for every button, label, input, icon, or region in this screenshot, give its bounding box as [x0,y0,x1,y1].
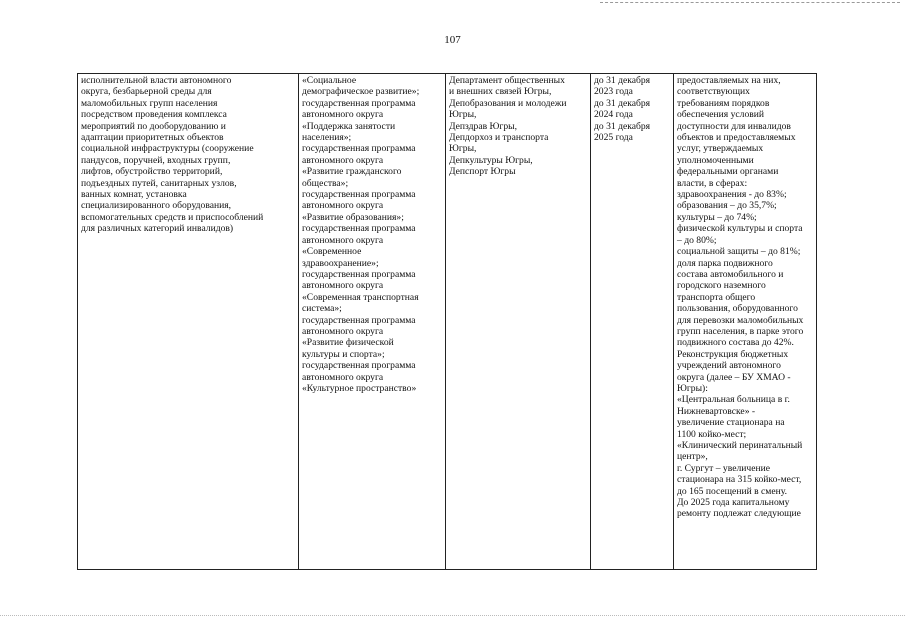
text-line: здравоохранения - до 83%; [677,189,787,201]
text-line: «Культурное пространство» [302,382,417,394]
executors-text [449,75,587,178]
expected-results-cell [674,74,817,570]
text-line: Департамент общественных [449,75,565,86]
text-line: государственная программа [302,314,416,326]
text-line: до 165 посещений в смену. [677,485,787,497]
text-line: государственная программа [302,189,416,201]
text-line: лифтов, обустройство территорий, [81,166,223,178]
executors-cell [446,74,591,570]
text-line: округа (далее – БУ ХМАО - [677,371,791,383]
text-line: доля парка подвижного [677,257,773,269]
text-line: демографическое развитие»; [302,86,420,98]
text-line: и внешних связей Югры, [449,86,552,98]
text-line: соответствующих [677,86,750,98]
text-line: обеспечения условий [677,109,765,121]
text-line: «Развитие гражданского [302,166,402,178]
page-number: 107 [444,34,461,46]
text-line: «Развитие образования»; [302,211,404,223]
text-line: автономного округа [302,325,384,337]
text-line: групп населения, в парке этого [677,325,804,337]
text-line: Депздрав Югры, [449,120,517,132]
text-line: подвижного состава до 42%. [677,337,794,349]
measures-table [77,73,817,570]
text-line: городского наземного [677,280,766,292]
text-line: пользования, оборудованного [677,303,798,315]
text-line: автономного округа [302,109,384,121]
text-line: «Современное [302,246,362,258]
table-row [78,74,817,570]
text-line: государственная программа [302,268,416,280]
text-line: ванных комнат, установка [81,189,187,201]
text-line: Депобразования и молодежи [449,97,567,109]
text-line: учреждений автономного [677,360,781,372]
text-line: система»; [302,303,342,315]
expected-results-text [677,75,813,520]
text-line: автономного округа [302,234,384,246]
text-line: автономного округа [302,371,384,383]
text-line: «Центральная больница в г. [677,394,790,406]
text-line: Депдорхоз и транспорта [449,132,549,144]
text-line: государственная программа [302,223,416,235]
text-line: «Социальное [302,75,357,86]
text-line: До 2025 года капитальному [677,497,790,509]
text-line: транспорта общего [677,291,756,303]
text-line: подъездных путей, санитарных узлов, [81,177,237,189]
text-line: автономного округа [302,154,384,166]
text-line: пандусов, поручней, входных групп, [81,154,231,166]
deadlines-text [594,75,670,143]
scan-artifact-bottom [0,615,905,617]
text-line: социальной инфраструктуры (сооружение [81,143,254,155]
text-line: Депспорт Югры [449,166,516,178]
text-line: социальной защиты – до 81%; [677,246,801,258]
text-line: специализированного оборудования, [81,200,232,212]
text-line: до 31 декабря [594,75,651,86]
text-line: автономного округа [302,280,384,292]
text-line: государственная программа [302,97,416,109]
measure-description-cell [78,74,299,570]
text-line: исполнительной власти автономного [81,75,232,86]
text-line: требованиям порядков [677,97,770,109]
text-line: физической культуры и спорта [677,223,803,235]
text-line: «Развитие физической [302,337,394,349]
text-line: объектов и предоставляемых [677,132,796,144]
text-line: для перевозки маломобильных [677,314,804,326]
text-line: уполномоченными [677,154,754,166]
text-line: государственная программа [302,143,416,155]
text-line: округа, безбарьерной среды для [81,86,212,98]
text-line: культуры – до 74%; [677,211,757,223]
text-line: Югры, [449,143,477,155]
deadlines-cell [591,74,674,570]
text-line: здравоохранение»; [302,257,379,269]
text-line: маломобильных групп населения [81,97,218,109]
text-line: увеличение стационара на [677,417,785,429]
text-line: стационара на 315 койко-мест, [677,474,802,486]
text-line: доступности для инвалидов [677,120,791,132]
text-line: состава автомобильного и [677,268,784,280]
text-line: услуг, утверждаемых [677,143,764,155]
text-line: 2024 года [594,109,633,121]
text-line: автономного округа [302,200,384,212]
text-line: государственная программа [302,360,416,372]
measure-description-text [81,75,295,235]
text-line: вспомогательных средств и приспособлений [81,211,264,223]
text-line: 2023 года [594,86,633,98]
text-line: образования – до 35,7%; [677,200,777,212]
text-line: ремонту подлежат следующие [677,508,801,520]
text-line: общества»; [302,177,349,189]
text-line: Югры, [449,109,477,121]
text-line: федеральными органами [677,166,779,178]
text-line: Нижневартовске» - [677,405,756,417]
text-line: «Поддержка занятости [302,120,396,132]
text-line: власти, в сферах: [677,177,748,189]
text-line: 1100 койко-мест; [677,428,747,440]
text-line: – до 80%; [677,234,717,246]
text-line: для различных категорий инвалидов) [81,223,234,235]
text-line: до 31 декабря [594,120,651,132]
text-line: «Клинический перинатальный [677,440,803,451]
state-programs-cell [299,74,446,570]
text-line: центр», [677,451,708,463]
text-line: Реконструкция бюджетных [677,348,789,360]
text-line: мероприятий по дооборудованию и [81,120,226,132]
text-line: до 31 декабря [594,97,651,109]
text-line: посредством проведения комплекса [81,109,227,121]
text-line: «Современная транспортная [302,291,419,303]
text-line: г. Сургут – увеличение [677,462,770,474]
text-line: предоставляемых на них, [677,75,781,86]
state-programs-text [302,75,442,394]
text-line: культуры и спорта»; [302,348,385,360]
text-line: 2025 года [594,132,633,144]
text-line: адаптации приоритетных объектов [81,132,224,144]
text-line: населения»; [302,132,352,144]
text-line: Депкультуры Югры, [449,154,533,166]
scan-artifact-top [600,2,900,4]
text-line: Югры): [677,382,708,394]
